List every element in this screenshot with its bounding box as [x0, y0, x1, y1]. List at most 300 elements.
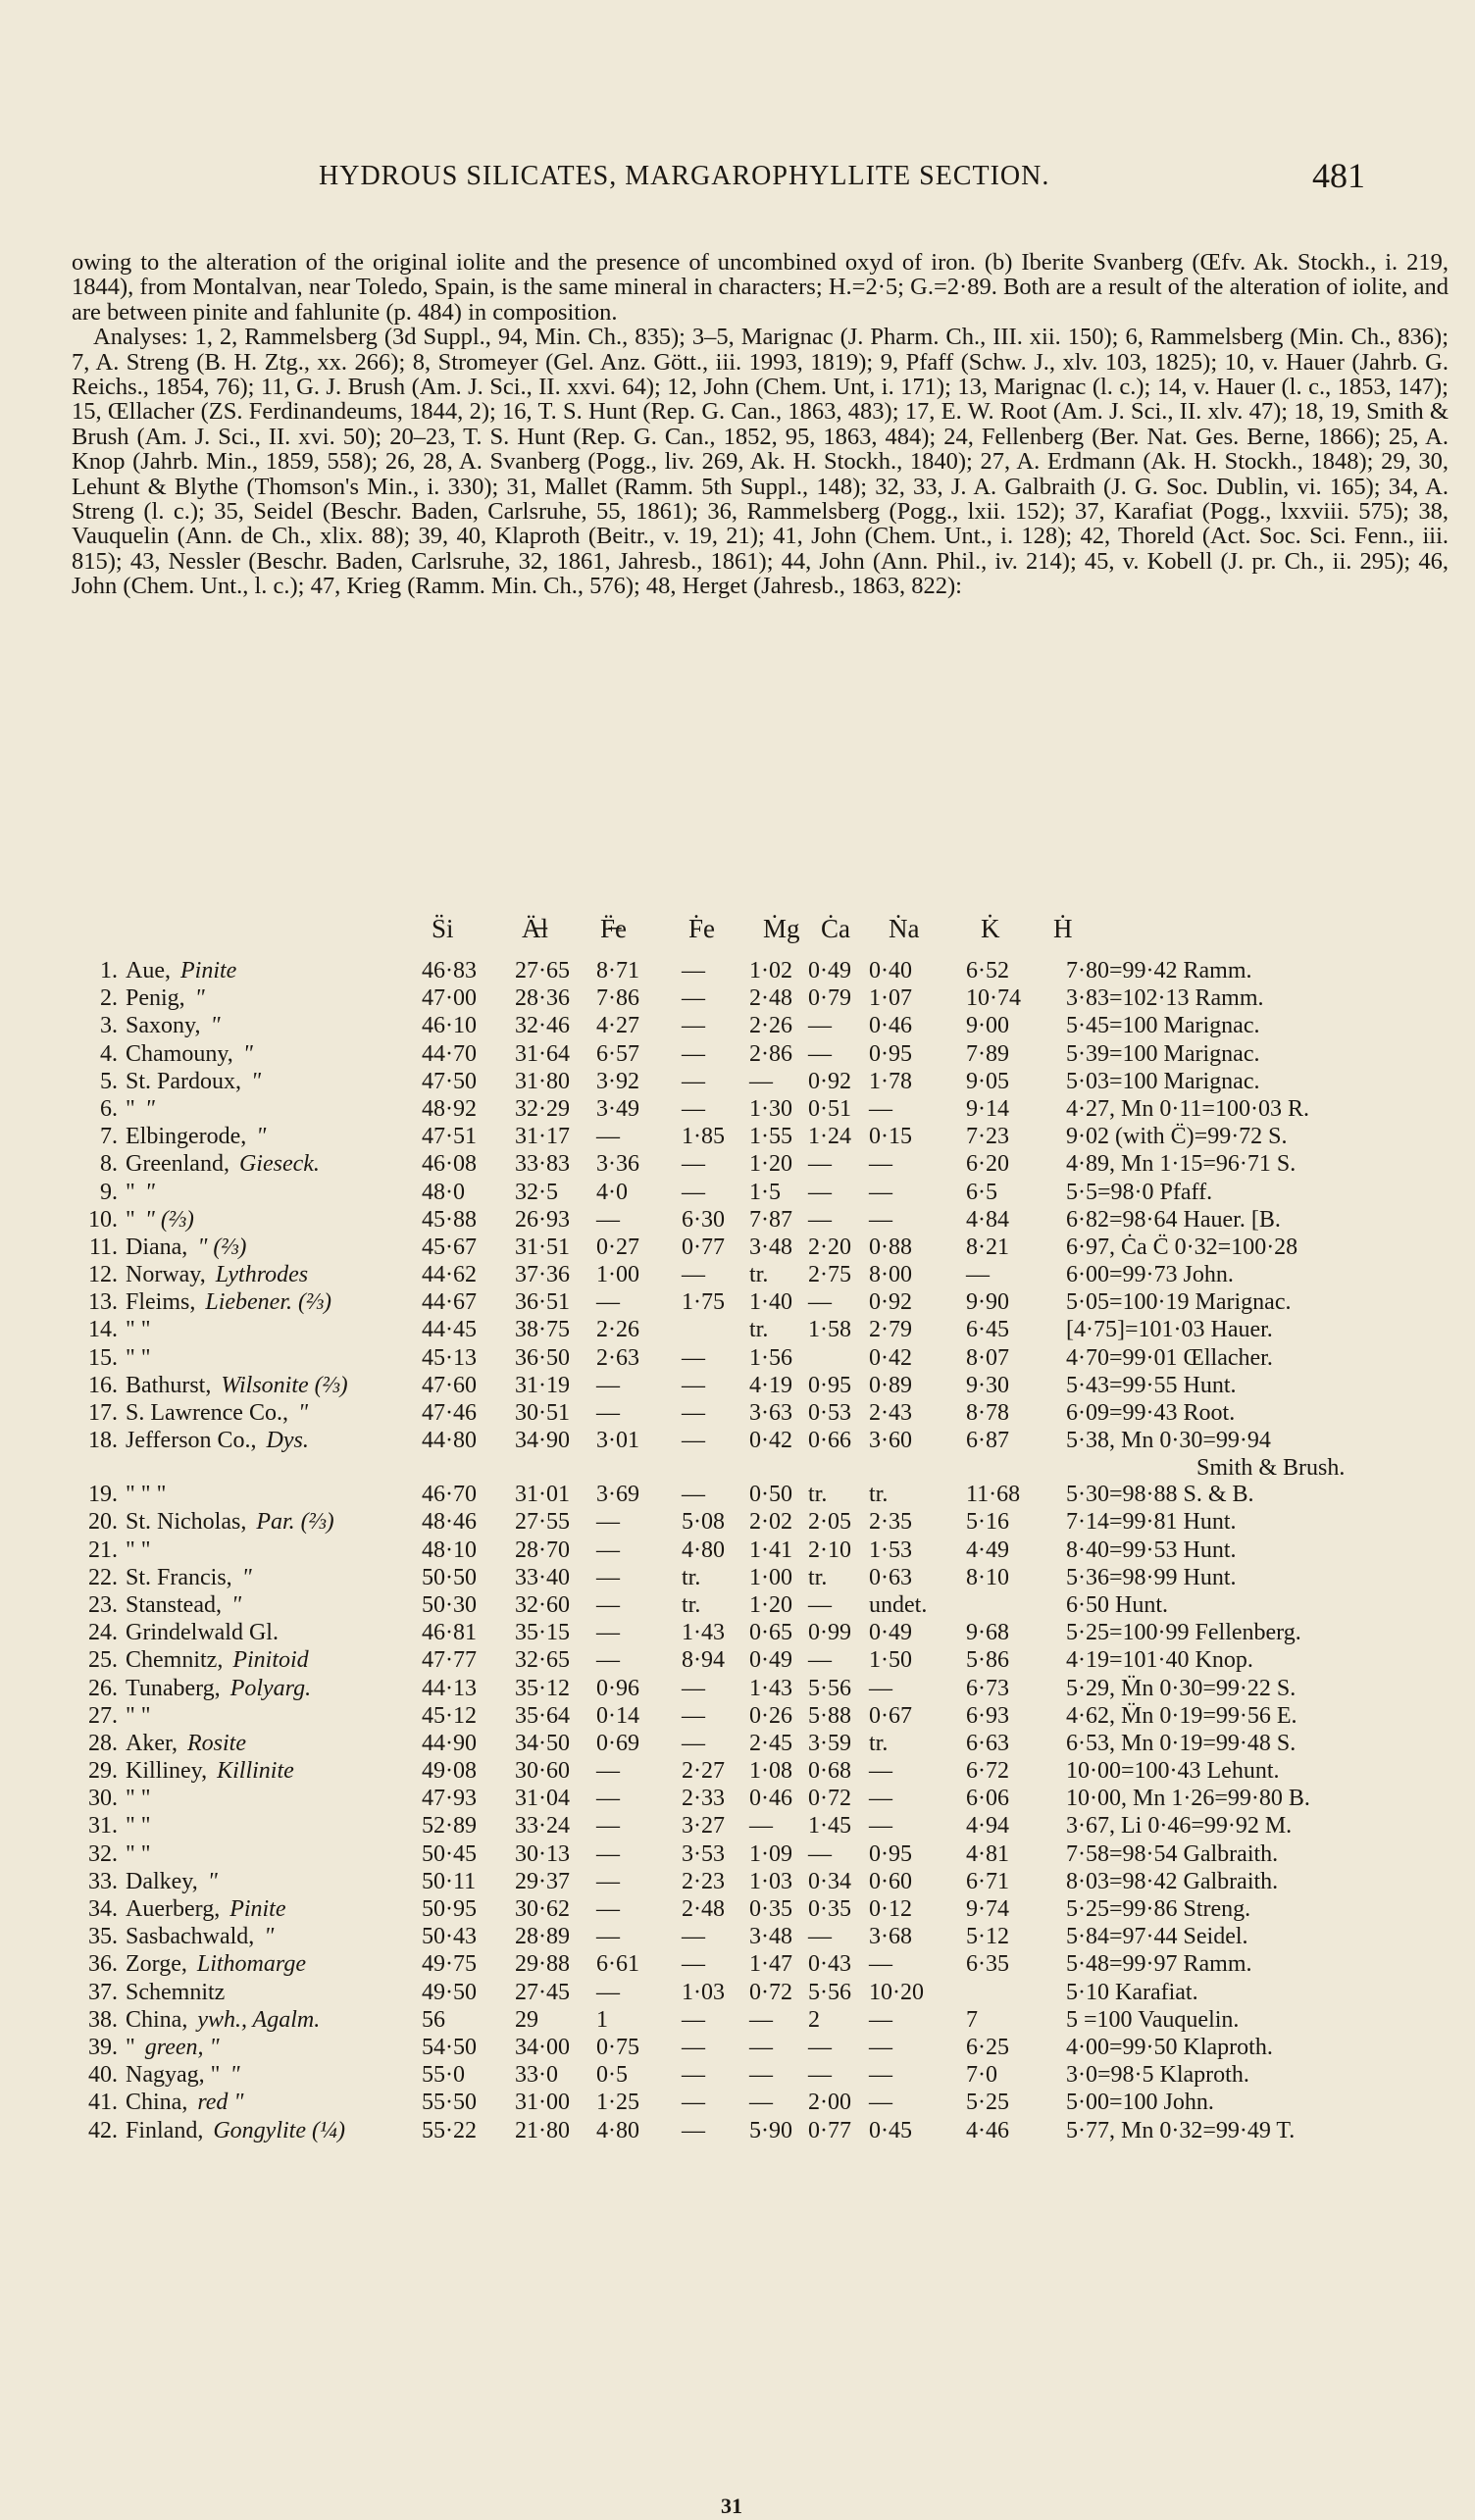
cell-fe3: —	[682, 1428, 705, 1454]
cell-k: 9·30	[966, 1372, 1009, 1398]
cell-al: 27·45	[515, 1979, 570, 2005]
table-row	[0, 1317, 1475, 1344]
col-head-mg: Ṁg	[763, 914, 800, 943]
cell-n: 6.	[100, 1095, 118, 1122]
cell-si: 44·70	[422, 1040, 477, 1067]
cell-n: 21.	[88, 1537, 118, 1563]
cell-variety: " (⅔)	[197, 1234, 247, 1260]
cell-locality: Zorge,	[126, 1951, 187, 1978]
cell-ca: 0·99	[808, 1620, 851, 1646]
cell-ca: 5·56	[808, 1675, 851, 1701]
table-row	[0, 1620, 1475, 1647]
cell-locality: St. Pardoux,	[126, 1068, 242, 1094]
cell-locality: China,	[126, 2090, 188, 2116]
cell-al: 29	[515, 2006, 538, 2033]
cell-h: 5·36=98·99 Hunt.	[1066, 1564, 1237, 1590]
cell-na: 1·50	[869, 1647, 912, 1674]
cell-n: 28.	[88, 1730, 118, 1756]
cell-n: 32.	[88, 1840, 118, 1867]
cell-si: 44·67	[422, 1289, 477, 1316]
cell-fe2: 1·25	[596, 2090, 639, 2116]
cell-n: 42.	[88, 2117, 118, 2143]
cell-loc	[126, 985, 205, 1012]
cell-si: 47·93	[422, 1786, 477, 1812]
cell-fe2: 4·27	[596, 1013, 639, 1039]
cell-mg: 2·48	[749, 985, 792, 1012]
cell-ca: —	[808, 1647, 832, 1674]
cell-fe3: —	[682, 1372, 705, 1398]
cell-si: 47·46	[422, 1400, 477, 1426]
table-row	[0, 1428, 1475, 1482]
cell-na: 0·88	[869, 1234, 912, 1260]
cell-variety: green, "	[144, 2034, 220, 2060]
cell-fe2: —	[596, 1564, 620, 1590]
cell-loc	[126, 1096, 155, 1123]
cell-fe3: —	[682, 2117, 705, 2143]
cell-variety: " (⅔)	[144, 1206, 194, 1233]
cell-n: 31.	[88, 1813, 118, 1840]
cell-ca: 0·43	[808, 1951, 851, 1978]
cell-variety: red "	[197, 2090, 244, 2116]
cell-fe2: 8·71	[596, 958, 639, 983]
cell-locality: "	[126, 2034, 135, 2060]
cell-n: 3.	[100, 1013, 118, 1039]
cell-loc	[126, 1869, 218, 1895]
cell-mg: 3·48	[749, 1234, 792, 1260]
cell-variety: "	[297, 1400, 309, 1426]
cell-na: —	[869, 2006, 892, 2033]
cell-n: 40.	[88, 2062, 118, 2089]
cell-locality: Stanstead,	[126, 1591, 222, 1618]
cell-loc	[126, 2035, 220, 2061]
cell-mg: 1·56	[749, 1344, 792, 1371]
cell-h: 10·00, Mn 1·26=99·80 B.	[1066, 1786, 1310, 1812]
cell-mg: —	[749, 2006, 773, 2033]
cell-si: 45·88	[422, 1206, 477, 1233]
cell-loc	[126, 1373, 348, 1399]
cell-variety: "	[241, 1564, 252, 1590]
cell-h: 5·77, Mn 0·32=99·49 T.	[1066, 2117, 1296, 2143]
table-row	[0, 1676, 1475, 1703]
cell-k: 7·0	[966, 2062, 997, 2089]
cell-h: 5·10 Karafiat.	[1066, 1979, 1198, 2005]
cell-na: 1·78	[869, 1068, 912, 1094]
cell-n: 35.	[88, 1924, 118, 1950]
cell-n: 26.	[88, 1675, 118, 1701]
cell-mg: 0·35	[749, 1896, 792, 1922]
cell-n: 16.	[88, 1372, 118, 1398]
cell-locality: Greenland,	[126, 1151, 229, 1178]
col-head-ca: Ċa	[821, 914, 850, 943]
table-row	[0, 1180, 1475, 1207]
cell-si: 45·12	[422, 1702, 477, 1729]
cell-variety: "	[264, 1924, 275, 1950]
cell-h: 6·50 Hunt.	[1066, 1591, 1168, 1618]
cell-si: 46·10	[422, 1013, 477, 1039]
cell-variety: "	[229, 2062, 240, 2089]
cell-al: 38·75	[515, 1317, 570, 1343]
cell-mg: tr.	[749, 1317, 769, 1343]
cell-variety: Lithomarge	[196, 1951, 306, 1978]
cell-mg: —	[749, 2034, 773, 2060]
cell-fe2: —	[596, 1537, 620, 1563]
table-row	[0, 2007, 1475, 2035]
cell-fe3: —	[682, 1013, 705, 1039]
cell-si: 55·50	[422, 2090, 477, 2116]
cell-ca: 0·53	[808, 1400, 851, 1426]
cell-ca: 2·05	[808, 1509, 851, 1536]
cell-k: 7·23	[966, 1124, 1009, 1150]
cell-h: 5·25=100·99 Fellenberg.	[1066, 1620, 1301, 1646]
cell-al: 30·13	[515, 1840, 570, 1867]
table-row	[0, 1869, 1475, 1896]
col-head-na: Ṅa	[889, 914, 920, 943]
cell-si: 50·30	[422, 1591, 477, 1618]
cell-na: —	[869, 1786, 892, 1812]
cell-al: 34·90	[515, 1428, 570, 1454]
cell-fe3: 1·03	[682, 1979, 725, 2005]
cell-si: 46·70	[422, 1482, 477, 1508]
cell-fe2: —	[596, 1124, 620, 1150]
cell-variety: "	[210, 1013, 221, 1039]
cell-locality: Auerberg,	[126, 1896, 221, 1922]
running-title: HYDROUS SILICATES, MARGAROPHYLLITE SECTION.	[319, 161, 1050, 191]
cell-na: 0·40	[869, 958, 912, 983]
cell-loc	[126, 1482, 166, 1508]
cell-al: 31·01	[515, 1482, 570, 1508]
cell-h: 6·53, Mn 0·19=99·48 S.	[1066, 1730, 1297, 1756]
cell-fe2: 0·5	[596, 2062, 628, 2089]
cell-na: 0·46	[869, 1013, 912, 1039]
cell-mg: 1·5	[749, 1179, 781, 1205]
cell-k: 11·68	[966, 1482, 1021, 1508]
cell-mg: 1·08	[749, 1758, 792, 1785]
cell-ca: 0·34	[808, 1868, 851, 1894]
cell-mg: 0·49	[749, 1647, 792, 1674]
table-row	[0, 2090, 1475, 2117]
cell-k: 4·81	[966, 1840, 1009, 1867]
table-row	[0, 1813, 1475, 1840]
cell-fe3: 5·08	[682, 1509, 725, 1536]
cell-mg: 1·43	[749, 1675, 792, 1701]
cell-ca: 0·72	[808, 1786, 851, 1812]
cell-ca: 1·58	[808, 1317, 851, 1343]
cell-al: 31·19	[515, 1372, 570, 1398]
cell-al: 29·88	[515, 1951, 570, 1978]
cell-locality: " "	[126, 1702, 151, 1729]
cell-fe2: 6·57	[596, 1040, 639, 1067]
cell-fe3: 6·30	[682, 1206, 725, 1233]
cell-variety: "	[194, 985, 205, 1012]
cell-locality: Elbingerode,	[126, 1124, 247, 1150]
cell-loc	[126, 2118, 345, 2144]
cell-al: 31·00	[515, 2090, 570, 2116]
cell-h: 4·19=101·40 Knop.	[1066, 1647, 1253, 1674]
cell-locality: S. Lawrence Co.,	[126, 1400, 288, 1426]
cell-ca: 5·56	[808, 1979, 851, 2005]
cell-k: 6·5	[966, 1179, 997, 1205]
analyses-table	[0, 958, 1475, 2145]
cell-n: 37.	[88, 1979, 118, 2005]
cell-na: 0·67	[869, 1702, 912, 1729]
cell-mg: 1·41	[749, 1537, 792, 1563]
cell-na: —	[869, 1675, 892, 1701]
cell-k: 10·74	[966, 985, 1021, 1012]
cell-na: 0·63	[869, 1564, 912, 1590]
col-head-al: Ä̶l	[522, 914, 548, 943]
cell-variety: Pinite	[229, 1896, 286, 1922]
cell-na: 3·68	[869, 1924, 912, 1950]
table-row	[0, 1896, 1475, 1924]
cell-si: 44·62	[422, 1262, 477, 1288]
cell-loc	[126, 1509, 334, 1536]
intro-paragraph: owing to the alteration of the original iolite and the presence of uncombined oxyd of iron. (b) Iberite Svanberg (Œfv. Ak. Stockh., i. 219, 1844), from Montalvan, near Toledo, Spain, is the same mineral in characters; H.=2·5; G.=2·89. Both are a result of the alteration of iolite, and are between pinite and fahlunite (p. 484) in composition.	[72, 249, 1449, 326]
cell-si: 48·92	[422, 1095, 477, 1122]
cell-k: 4·94	[966, 1813, 1009, 1840]
cell-variety: "	[144, 1179, 155, 1205]
cell-loc	[126, 1013, 221, 1039]
cell-na: 0·45	[869, 2117, 912, 2143]
cell-loc	[126, 1565, 252, 1591]
table-row	[0, 2118, 1475, 2145]
cell-variety: "	[230, 1591, 242, 1618]
cell-k: 6·71	[966, 1868, 1009, 1894]
table-row	[0, 1013, 1475, 1040]
cell-n: 13.	[88, 1289, 118, 1316]
page-number: 481	[1312, 156, 1365, 195]
cell-ca: 0·68	[808, 1758, 851, 1785]
cell-h: 6·09=99·43 Root.	[1066, 1400, 1236, 1426]
cell-n: 12.	[88, 1262, 118, 1288]
cell-n: 8.	[100, 1151, 118, 1178]
cell-loc	[126, 1951, 306, 1978]
table-row	[0, 1786, 1475, 1813]
cell-locality: " "	[126, 1786, 151, 1812]
cell-locality: Sasbachwald,	[126, 1924, 255, 1950]
cell-h: 4·62, M̈n 0·19=99·56 E.	[1066, 1702, 1297, 1729]
cell-fe2: —	[596, 1786, 620, 1812]
cell-ca: 1·24	[808, 1124, 851, 1150]
cell-k: 6·73	[966, 1675, 1009, 1701]
cell-ca: —	[808, 2034, 832, 2060]
cell-k: 6·87	[966, 1428, 1009, 1454]
cell-ca: tr.	[808, 1564, 828, 1590]
cell-h: 5·05=100·19 Marignac.	[1066, 1289, 1292, 1316]
cell-loc	[126, 958, 236, 984]
cell-mg: 5·90	[749, 2117, 792, 2143]
cell-fe2: —	[596, 1400, 620, 1426]
cell-fe3: —	[682, 1730, 705, 1756]
cell-h: 5·45=100 Marignac.	[1066, 1013, 1260, 1039]
cell-ca: 0·35	[808, 1896, 851, 1922]
cell-locality: Bathurst,	[126, 1372, 212, 1398]
cell-mg: 1·02	[749, 958, 792, 983]
cell-variety: Polyarg.	[229, 1675, 312, 1701]
cell-fe2: 7·86	[596, 985, 639, 1012]
cell-si: 44·90	[422, 1730, 477, 1756]
cell-fe3: —	[682, 1344, 705, 1371]
cell-si: 50·11	[422, 1868, 477, 1894]
cell-fe2: —	[596, 1758, 620, 1785]
cell-locality: Fleims,	[126, 1289, 196, 1316]
cell-h: 5·03=100 Marignac.	[1066, 1068, 1260, 1094]
cell-al: 29·37	[515, 1868, 570, 1894]
cell-fe2: —	[596, 1289, 620, 1316]
cell-si: 48·0	[422, 1179, 465, 1205]
col-head-fe3: F̶̈e	[600, 914, 627, 943]
cell-fe3: 8·94	[682, 1647, 725, 1674]
cell-locality: Penig,	[126, 985, 185, 1012]
cell-na: undet.	[869, 1591, 928, 1618]
cell-h: 6·00=99·73 John.	[1066, 1262, 1234, 1288]
cell-n: 25.	[88, 1647, 118, 1674]
cell-al: 32·5	[515, 1179, 558, 1205]
cell-si: 44·45	[422, 1317, 477, 1343]
cell-locality: Tunaberg,	[126, 1675, 221, 1701]
cell-fe3: —	[682, 2034, 705, 2060]
table-row	[0, 1647, 1475, 1675]
cell-fe2: 6·61	[596, 1951, 639, 1978]
cell-locality: Dalkey,	[126, 1868, 198, 1894]
cell-h: 10·00=100·43 Lehunt.	[1066, 1758, 1280, 1785]
cell-loc	[126, 1731, 246, 1757]
cell-ca: —	[808, 1840, 832, 1867]
cell-fe2: 0·69	[596, 1730, 639, 1756]
cell-variety: Pinitoid	[232, 1647, 309, 1674]
cell-al: 33·83	[515, 1151, 570, 1178]
cell-k: 9·00	[966, 1013, 1009, 1039]
cell-al: 30·62	[515, 1896, 570, 1922]
cell-mg: —	[749, 2090, 773, 2116]
cell-al: 33·40	[515, 1564, 570, 1590]
cell-n: 29.	[88, 1758, 118, 1785]
cell-al: 32·29	[515, 1095, 570, 1122]
cell-loc	[126, 1262, 308, 1288]
cell-k: 9·68	[966, 1620, 1009, 1646]
cell-locality: " "	[126, 1344, 151, 1371]
cell-h: 5·38, Mn 0·30=99·94	[1066, 1428, 1271, 1454]
cell-al: 30·51	[515, 1400, 570, 1426]
cell-k: 5·12	[966, 1924, 1009, 1950]
cell-n: 30.	[88, 1786, 118, 1812]
cell-fe2: 1·00	[596, 1262, 639, 1288]
cell-loc	[126, 1676, 311, 1702]
cell-h: 6·82=98·64 Hauer. [B.	[1066, 1206, 1281, 1233]
cell-n: 7.	[100, 1124, 118, 1150]
cell-loc	[126, 2007, 320, 2034]
cell-al: 33·24	[515, 1813, 570, 1840]
cell-k: 6·72	[966, 1758, 1009, 1785]
cell-k: 9·14	[966, 1095, 1009, 1122]
cell-n: 38.	[88, 2006, 118, 2033]
cell-mg: 1·09	[749, 1840, 792, 1867]
cell-locality: Diana,	[126, 1234, 188, 1260]
table-row	[0, 1373, 1475, 1400]
cell-k: 4·49	[966, 1537, 1009, 1563]
cell-na: 8·00	[869, 1262, 912, 1288]
cell-al: 31·51	[515, 1234, 570, 1260]
cell-h: 3·67, Li 0·46=99·92 M.	[1066, 1813, 1293, 1840]
cell-na: 3·60	[869, 1428, 912, 1454]
cell-ca: —	[808, 1591, 832, 1618]
cell-si: 50·50	[422, 1564, 477, 1590]
cell-ca: 2·20	[808, 1234, 851, 1260]
col-head-k: K̇	[981, 914, 1000, 943]
cell-si: 48·46	[422, 1509, 477, 1536]
signature-mark: 31	[721, 2494, 742, 2518]
cell-n: 36.	[88, 1951, 118, 1978]
cell-loc	[126, 1980, 225, 2006]
cell-fe3: 2·27	[682, 1758, 725, 1785]
table-row	[0, 1262, 1475, 1289]
cell-fe3: 0·77	[682, 1234, 725, 1260]
table-row	[0, 1565, 1475, 1592]
cell-variety: Lythrodes	[215, 1262, 309, 1288]
cell-h: 3·0=98·5 Klaproth.	[1066, 2062, 1249, 2089]
cell-k: 9·74	[966, 1896, 1009, 1922]
cell-ca: —	[808, 1206, 832, 1233]
cell-fe2: —	[596, 1509, 620, 1536]
cell-mg: 1·03	[749, 1868, 792, 1894]
cell-na: 1·53	[869, 1537, 912, 1563]
cell-n: 1.	[100, 958, 118, 983]
cell-mg: 1·55	[749, 1124, 792, 1150]
cell-na: 0·95	[869, 1040, 912, 1067]
cell-fe2: —	[596, 1591, 620, 1618]
cell-fe2: 0·96	[596, 1675, 639, 1701]
cell-h: 7·58=98·54 Galbraith.	[1066, 1840, 1279, 1867]
cell-n: 18.	[88, 1428, 118, 1454]
cell-na: —	[869, 1813, 892, 1840]
cell-na: 2·35	[869, 1509, 912, 1536]
cell-n: 10.	[88, 1206, 118, 1233]
cell-locality: "	[126, 1179, 135, 1205]
cell-ca: 0·79	[808, 985, 851, 1012]
cell-locality: St. Francis,	[126, 1564, 232, 1590]
cell-h: 4·00=99·50 Klaproth.	[1066, 2034, 1273, 2060]
table-row	[0, 1980, 1475, 2007]
cell-variety: "	[256, 1124, 267, 1150]
cell-mg: tr.	[749, 1262, 769, 1288]
cell-na: 0·60	[869, 1868, 912, 1894]
cell-mg: 2·45	[749, 1730, 792, 1756]
cell-si: 46·08	[422, 1151, 477, 1178]
cell-si: 55·22	[422, 2117, 477, 2143]
cell-k: —	[966, 1262, 990, 1288]
cell-loc	[126, 1317, 151, 1343]
cell-na: 0·15	[869, 1124, 912, 1150]
col-head-h: Ḣ	[1053, 914, 1073, 943]
cell-si: 45·13	[422, 1344, 477, 1371]
cell-locality: Norway,	[126, 1262, 206, 1288]
cell-h: 5·84=97·44 Seidel.	[1066, 1924, 1248, 1950]
cell-na: —	[869, 1095, 892, 1122]
cell-loc	[126, 1813, 151, 1840]
cell-al: 32·46	[515, 1013, 570, 1039]
cell-si: 46·81	[422, 1620, 477, 1646]
cell-fe2: —	[596, 1840, 620, 1867]
table-row	[0, 1124, 1475, 1151]
cell-fe3: 2·23	[682, 1868, 725, 1894]
cell-h: 5·5=98·0 Pfaff.	[1066, 1179, 1213, 1205]
cell-na: —	[869, 2090, 892, 2116]
cell-mg: 3·48	[749, 1924, 792, 1950]
cell-locality: "	[126, 1206, 135, 1233]
cell-k: 9·90	[966, 1289, 1009, 1316]
cell-locality: Nagyag, "	[126, 2062, 221, 2089]
cell-n: 27.	[88, 1702, 118, 1729]
table-row	[0, 1841, 1475, 1869]
